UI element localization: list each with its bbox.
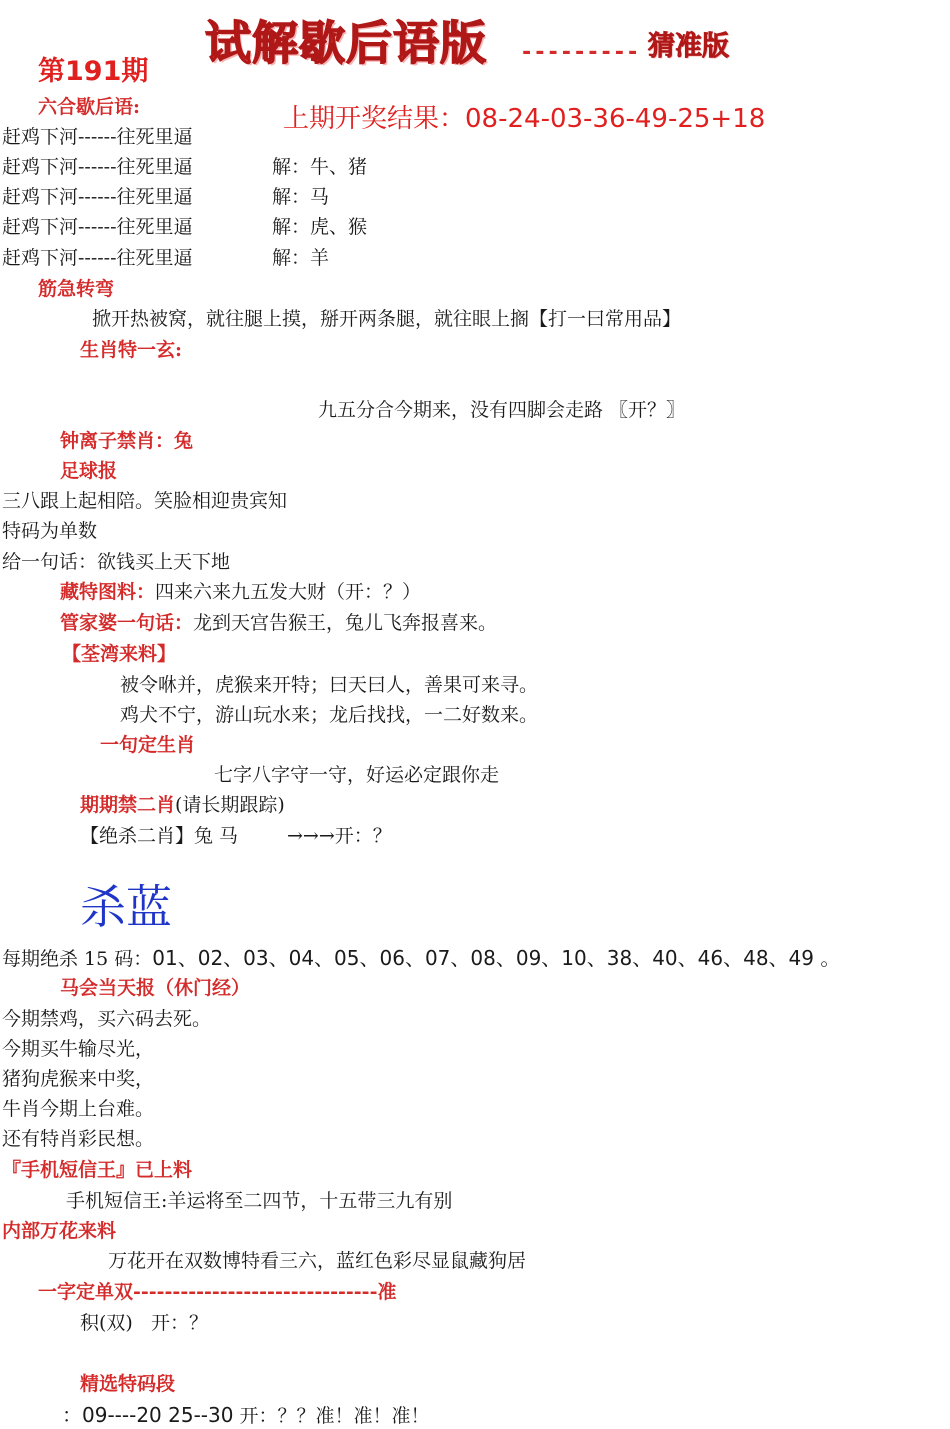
horse-report-heading: 马会当天报（休门经） xyxy=(60,977,251,999)
wanhua-heading: 内部万花来料 xyxy=(2,1220,117,1242)
horse-report-line: 今期禁鸡，买六码去死。 xyxy=(2,1008,212,1030)
xiehouyu-line: 赶鸡下河------往死里逼 xyxy=(2,126,193,148)
xiehouyu-answer: 解：虎、猴 xyxy=(272,216,368,238)
xiehouyu-answer: 解：马 xyxy=(272,186,330,208)
last-result xyxy=(283,106,765,132)
brain-teaser-heading: 筋急转弯 xyxy=(38,278,115,300)
cangte-row xyxy=(60,583,421,602)
guanjiapo-row xyxy=(60,614,497,633)
guanjiapo-text: 龙到天宫告猴王，兔儿飞奔报喜来。 xyxy=(193,612,498,634)
quanwan-line: 鸡犬不宁，游山玩水来；龙后找找，一二好数来。 xyxy=(120,704,539,726)
cangte-label: 藏特图料： xyxy=(60,581,156,603)
xiehouyu-heading: 六合歇后语: xyxy=(38,96,141,118)
zodiac-hint-heading: 生肖特一玄: xyxy=(80,339,183,361)
horse-report-line: 今期买牛输尽光， xyxy=(2,1038,155,1060)
sms-king-heading: 『手机短信王』已上料 xyxy=(2,1159,193,1181)
special-range-numbers: ：09----20 25--30 xyxy=(62,1403,234,1427)
one-sentence-heading: 一句定生肖 xyxy=(100,734,196,756)
last-result-numbers: 08-24-03-36-49-25+18 xyxy=(465,104,766,134)
single-double-text: 积(双) 开：？ xyxy=(80,1312,208,1334)
banner-subtitle: 猜准版 xyxy=(648,31,729,62)
quanwan-heading: 【荃湾来料】 xyxy=(62,643,177,665)
horse-report-line: 牛肖今期上台难。 xyxy=(2,1098,155,1120)
guanjiapo-label: 管家婆一句话： xyxy=(60,612,194,634)
brain-teaser-text: 掀开热被窝，就往腿上摸，掰开两条腿，就往眼上搁【打一曰常用品】 xyxy=(92,308,682,330)
sms-king-text: 手机短信王:羊运将至二四节，十五带三九有别 xyxy=(66,1190,453,1212)
two-zodiac-arrow: →→→开：？ xyxy=(287,825,392,847)
football-line: 特码为单数 xyxy=(2,520,98,542)
xiehouyu-line: 赶鸡下河------往死里逼 xyxy=(2,156,193,178)
two-zodiac-text: 【绝杀二肖】兔 马 xyxy=(80,825,239,847)
zodiac-hint-text: 九五分合今期来，没有四脚会走路 〖开？〗 xyxy=(318,399,686,421)
kill-blue-label: 每期绝杀 15 码： xyxy=(2,948,153,970)
single-double-heading: 一字定单双-------------------------------准 xyxy=(38,1281,397,1303)
banner-dashes: --------- xyxy=(520,40,640,65)
kill-blue-row xyxy=(2,948,840,969)
last-result-label: 上期开奖结果： xyxy=(283,104,466,134)
football-line: 三八跟上起相陪。笑脸相迎贵宾知 xyxy=(2,490,288,512)
kill-blue-numbers: 01、02、03、04、05、06、07、08、09、10、38、40、46、48、49 。 xyxy=(152,946,841,970)
xiehouyu-line: 赶鸡下河------往死里逼 xyxy=(2,247,193,269)
football-heading: 足球报 xyxy=(60,460,118,482)
wanhua-text: 万花开在双数博特看三六，蓝红色彩尽显鼠藏狗居 xyxy=(108,1250,527,1272)
two-zodiac-heading-row xyxy=(80,796,285,815)
xiehouyu-line: 赶鸡下河------往死里逼 xyxy=(2,216,193,238)
cangte-text: 四来六来九五发大财（开：？） xyxy=(155,581,422,603)
xiehouyu-line: 赶鸡下河------往死里逼 xyxy=(2,186,193,208)
kill-blue-heading: 杀蓝 xyxy=(80,880,172,934)
issue-number: 第191期 xyxy=(38,56,149,87)
xiehouyu-answer: 解：牛、猪 xyxy=(272,156,368,178)
zhongli-text: 钟离子禁肖：兔 xyxy=(60,430,194,452)
horse-report-line: 猪狗虎猴来中奖， xyxy=(2,1068,155,1090)
special-range-heading: 精选特码段 xyxy=(80,1373,176,1395)
xiehouyu-answer: 解：羊 xyxy=(272,247,330,269)
horse-report-line: 还有特肖彩民想。 xyxy=(2,1128,155,1150)
two-zodiac-heading: 期期禁二肖 xyxy=(80,794,176,816)
football-line: 给一句话：欲钱买上天下地 xyxy=(2,551,231,573)
banner-title: 试解歇后语版 xyxy=(205,16,487,70)
quanwan-line: 被令咻并，虎猴来开特；曰天曰人，善果可来寻。 xyxy=(120,674,539,696)
special-range-row xyxy=(62,1405,429,1426)
special-range-tail: 开：？？准！准！准！ xyxy=(239,1405,430,1427)
two-zodiac-note: (请长期跟踪) xyxy=(175,794,285,816)
one-sentence-text: 七字八字守一守，好运必定跟你走 xyxy=(214,764,500,786)
